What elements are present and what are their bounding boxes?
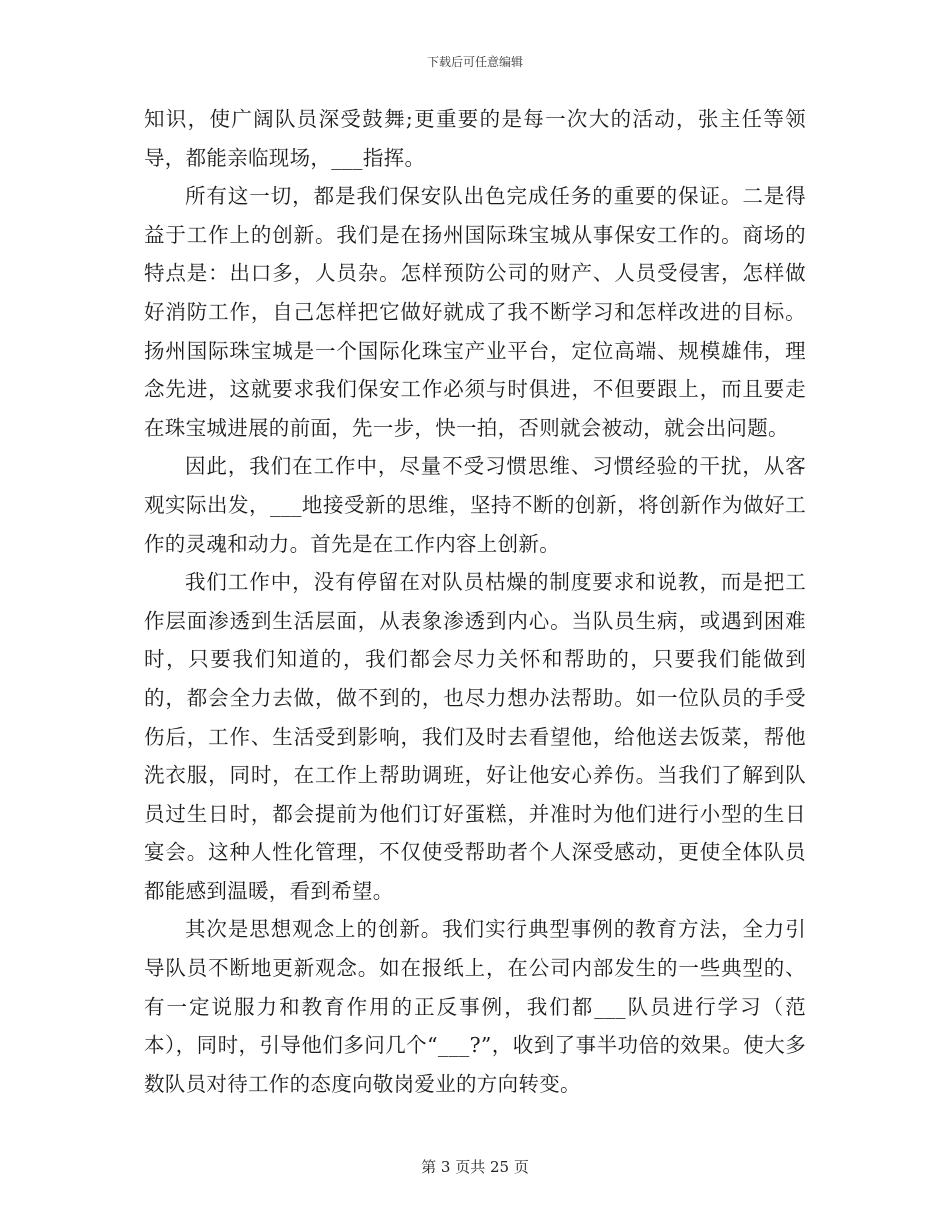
page-number-footer: 第 3 页共 25 页 [421,1158,529,1176]
page-header: 下载后可任意编辑 [426,55,523,69]
paragraph-5: 其次是思想观念上的创新。我们实行典型事例的教育方法，全力引导队员不断地更新观念。如在报纸上，在公司内部发生的一些典型的、有一定说服力和教育作用的正反事例，我们都___队员进行学习（范本），同时，引导他们多问几个“___?”，收到了事半功倍的效果。使大多数队员对待工作的态度向敬岗爱业的方向转变。 [144,917,806,1096]
paragraph-1: 知识，使广阔队员深受鼓舞;更重要的是每一次大的活动，张主任等领导，都能亲临现场，___指挥。 [144,107,806,170]
paragraph-4: 我们工作中，没有停留在对队员枯燥的制度要求和说教，而是把工作层面渗透到生活层面，从表象渗透到内心。当队员生病，或遇到困难时，只要我们知道的，我们都会尽力关怀和帮助的，只要我们能做到的，都会全力去做，做不到的，也尽力想办法帮助。如一位队员的手受伤后，工作、生活受到影响，我们及时去看望他，给他送去饭菜，帮他洗衣服，同时，在工作上帮助调班，好让他安心养伤。当我们了解到队员过生日时，都会提前为他们订好蛋糕，并准时为他们进行小型的生日宴会。这种人性化管理，不仅使受帮助者个人深受感动，更使全体队员都能感到温暖，看到希望。 [144,570,806,903]
paragraph-2: 所有这一切，都是我们保安队出色完成任务的重要的保证。二是得益于工作上的创新。我们是在扬州国际珠宝城从事保安工作的。商场的特点是：出口多，人员杂。怎样预防公司的财产、人员受侵害，怎样做好消防工作，自己怎样把它做好就成了我不断学习和怎样改进的目标。扬州国际珠宝城是一个国际化珠宝产业平台，定位高端、规模雄伟，理念先进，这就要求我们保安工作必须与时俱进，不但要跟上，而且要走在珠宝城进展的前面，先一步，快一拍，否则就会被动，就会出问题。 [144,184,806,440]
paragraph-3: 因此，我们在工作中，尽量不受习惯思维、习惯经验的干扰，从客观实际出发，___地接受新的思维，坚持不断的创新，将创新作为做好工作的灵魂和动力。首先是在工作内容上创新。 [144,454,806,556]
document-body [144,100,806,1103]
